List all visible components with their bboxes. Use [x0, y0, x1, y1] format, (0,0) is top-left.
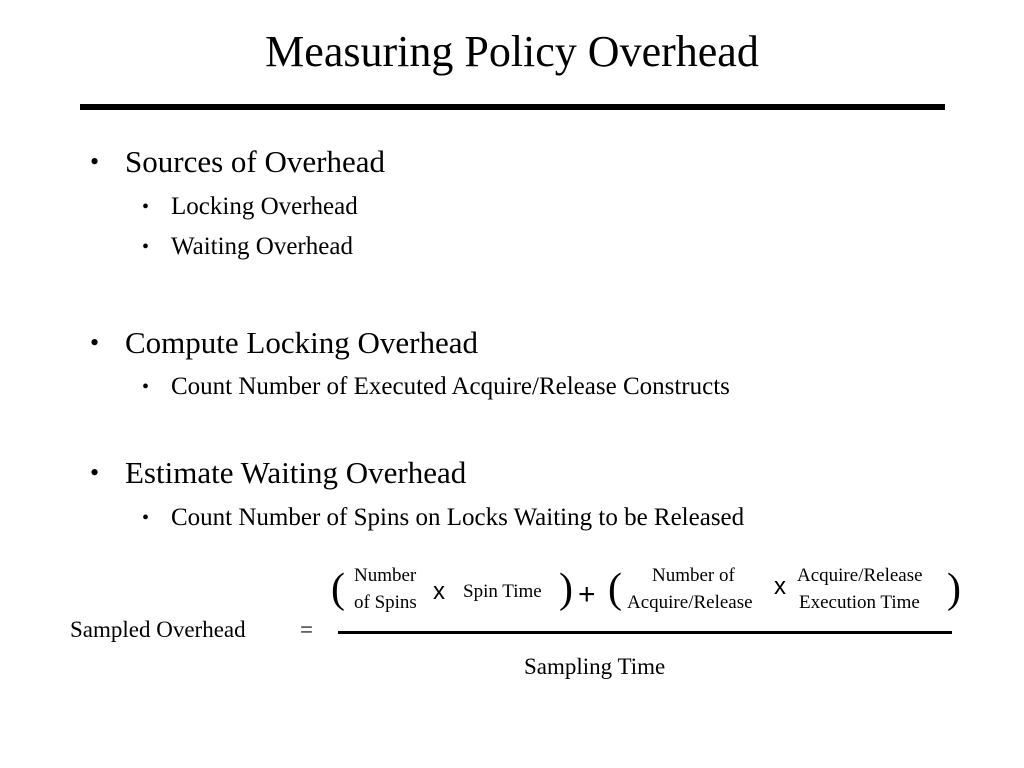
bullet-text: Sources of Overhead: [125, 144, 385, 179]
formula-equals: =: [300, 617, 313, 642]
bullet-dot: •: [90, 147, 100, 176]
term2-count-line2: Acquire/Release: [627, 592, 753, 613]
formula-open-paren: (: [331, 566, 345, 612]
formula-times: x: [433, 578, 445, 605]
term2-count-line1: Number of: [652, 565, 735, 586]
formula-plus: +: [578, 578, 596, 611]
term2-exec-line1: Acquire/Release: [797, 565, 923, 586]
sub-bullet-text: Count Number of Executed Acquire/Release Constructs: [171, 373, 730, 400]
bullet-dot: •: [142, 236, 150, 258]
formula-times: x: [774, 573, 786, 600]
fraction-bar: [338, 631, 952, 634]
term2-exec-line2: Execution Time: [799, 592, 920, 613]
formula-open-paren: (: [608, 566, 622, 612]
formula-close-paren: ): [559, 566, 573, 612]
term1-spin-time: Spin Time: [463, 581, 542, 602]
sub-bullet-text: Locking Overhead: [171, 193, 358, 220]
slide-title: Measuring Policy Overhead: [265, 27, 759, 76]
bullet-dot: •: [142, 507, 150, 529]
bullet-dot: •: [90, 458, 100, 487]
term1-count-line1: Number: [354, 565, 417, 586]
bullet-dot: •: [90, 328, 100, 357]
sub-bullet-text: Count Number of Spins on Locks Waiting to be Released: [171, 504, 745, 531]
term1-count-line2: of Spins: [354, 592, 417, 613]
bullet-dot: •: [142, 376, 150, 398]
formula-close-paren: ): [947, 566, 961, 612]
formula-lhs: Sampled Overhead: [70, 617, 246, 642]
bullet-text: Compute Locking Overhead: [125, 325, 478, 360]
title-divider: [80, 104, 945, 110]
sub-bullet-text: Waiting Overhead: [171, 233, 353, 260]
bullet-dot: •: [142, 196, 150, 218]
bullet-text: Estimate Waiting Overhead: [125, 455, 467, 490]
formula-denominator: Sampling Time: [524, 654, 666, 679]
